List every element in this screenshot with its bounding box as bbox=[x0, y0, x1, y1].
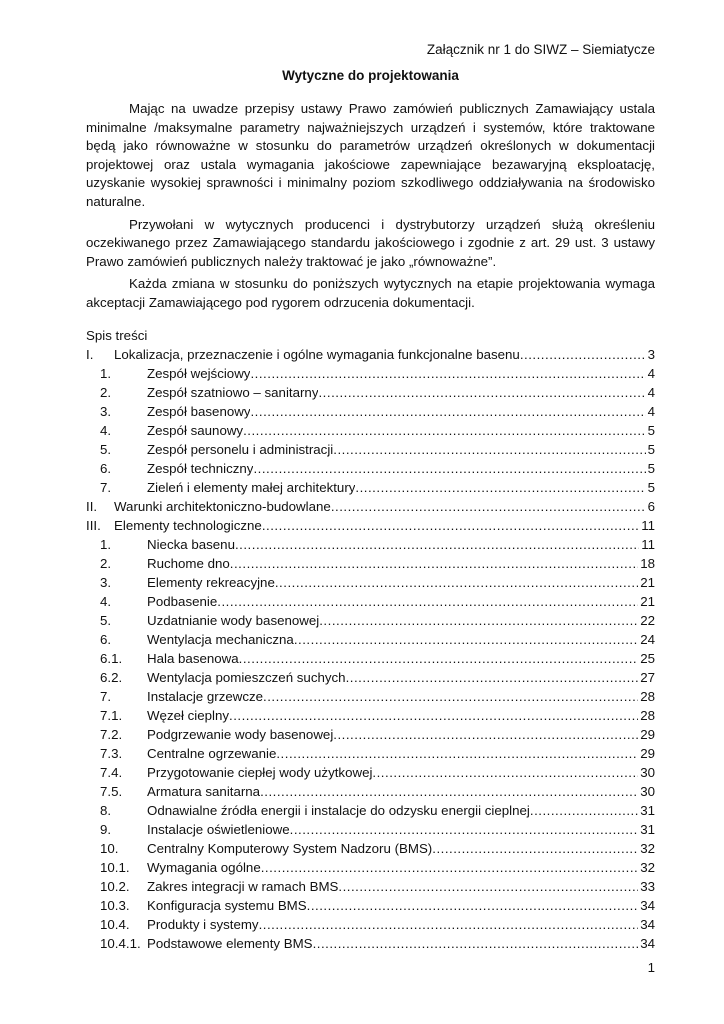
toc-entry-number: 5. bbox=[100, 441, 112, 457]
toc-entry-title: Centralne ogrzewanie bbox=[147, 745, 277, 761]
toc-entry-number: I. bbox=[86, 346, 94, 362]
toc-entry-number: 7.2. bbox=[100, 726, 123, 742]
toc-entry-number: 9. bbox=[100, 821, 112, 837]
toc-entry[interactable] bbox=[86, 744, 655, 763]
paragraph: Przywołani w wytycznych producenci i dystrybutorzy urządzeń służą określeniu oczekiwanego przez Zamawiającego standardu jakościowego i zgodnie z art. 29 ust. 3 ustawy Prawo zamówień publicznych należy traktować je jako „równoważne”. bbox=[86, 216, 655, 269]
dot-leader bbox=[261, 858, 638, 877]
toc-entry-number: 3. bbox=[100, 574, 112, 590]
dot-leader bbox=[259, 915, 639, 934]
dot-leader bbox=[229, 706, 638, 725]
toc-entry-page: 31 bbox=[640, 821, 655, 837]
dot-leader bbox=[290, 820, 639, 839]
toc-entry-title: Centralny Komputerowy System Nadzoru (BMS) bbox=[147, 840, 433, 856]
dot-leader bbox=[333, 725, 638, 744]
toc-entry-number: 1. bbox=[100, 365, 112, 381]
dot-leader bbox=[276, 744, 638, 763]
page-header: Załącznik nr 1 do SIWZ – Siemiatycze bbox=[426, 42, 655, 57]
toc-entry-number: 2. bbox=[100, 555, 112, 571]
toc-entry-number: 1. bbox=[100, 536, 112, 552]
toc-entry[interactable] bbox=[86, 801, 655, 820]
toc-entry-title: Zespół personelu i administracji bbox=[147, 441, 334, 457]
toc-entry-title: Instalacje oświetleniowe bbox=[147, 821, 290, 837]
toc-entry-page: 4 bbox=[647, 403, 655, 419]
toc-entry[interactable] bbox=[86, 459, 655, 478]
toc-entry-page: 30 bbox=[640, 783, 655, 799]
toc-entry[interactable] bbox=[86, 478, 655, 497]
toc-entry-number: 6. bbox=[100, 631, 112, 647]
dot-leader bbox=[319, 611, 638, 630]
toc-entry[interactable] bbox=[86, 611, 655, 630]
toc-entry-number: 7.4. bbox=[100, 764, 123, 780]
toc-entry-number: 6.2. bbox=[100, 669, 123, 685]
toc-entry-number: 4. bbox=[100, 422, 112, 438]
dot-leader bbox=[318, 383, 645, 402]
toc-entry-page: 5 bbox=[647, 422, 655, 438]
dot-leader bbox=[239, 649, 639, 668]
toc-entry-number: 2. bbox=[100, 384, 112, 400]
toc-entry[interactable] bbox=[86, 668, 655, 687]
toc-entry[interactable] bbox=[86, 649, 655, 668]
toc-entry-title: Odnawialne źródła energii i instalacje do odzysku energii cieplnej bbox=[147, 802, 530, 818]
toc-entry-page: 32 bbox=[640, 840, 655, 856]
toc-entry-page: 5 bbox=[647, 479, 655, 495]
toc-entry-page: 25 bbox=[640, 650, 655, 666]
toc-entry[interactable] bbox=[86, 402, 655, 421]
toc-entry[interactable] bbox=[86, 763, 655, 782]
toc-entry-page: 5 bbox=[647, 441, 655, 457]
toc-entry-title: Zespół basenowy bbox=[147, 403, 251, 419]
toc-entry-title: Ruchome dno bbox=[147, 555, 230, 571]
dot-leader bbox=[230, 554, 638, 573]
toc-entry-page: 28 bbox=[640, 688, 655, 704]
dot-leader bbox=[333, 440, 645, 459]
dot-leader bbox=[260, 782, 638, 801]
toc-entry-page: 6 bbox=[647, 498, 655, 514]
toc-entry-title: Zakres integracji w ramach BMS bbox=[147, 878, 339, 894]
paragraph: Każda zmiana w stosunku do poniższych wytycznych na etapie projektowania wymaga akceptacji Zamawiającego pod rygorem odrzucenia dokumentacji. bbox=[86, 276, 655, 310]
toc-entry[interactable] bbox=[86, 915, 655, 934]
dot-leader bbox=[307, 896, 639, 915]
dot-leader bbox=[243, 421, 646, 440]
toc-entry-number: 4. bbox=[100, 593, 112, 609]
toc-entry[interactable] bbox=[86, 820, 655, 839]
toc-entry-number: 7. bbox=[100, 688, 112, 704]
toc-entry-number: III. bbox=[86, 517, 101, 533]
toc-entry-number: 7.1. bbox=[100, 707, 123, 723]
toc-entry[interactable] bbox=[86, 934, 655, 953]
toc-entry-page: 11 bbox=[641, 517, 655, 533]
toc-entry-page: 11 bbox=[641, 536, 655, 552]
toc-entry[interactable] bbox=[86, 858, 655, 877]
toc-entry-page: 32 bbox=[640, 859, 655, 875]
toc-entry-title: Instalacje grzewcze bbox=[147, 688, 264, 704]
toc-entry-page: 34 bbox=[640, 916, 655, 932]
toc-entry[interactable] bbox=[86, 896, 655, 915]
toc-entry-page: 18 bbox=[640, 555, 655, 571]
toc-entry-title: Konfiguracja systemu BMS bbox=[147, 897, 307, 913]
document-title: Wytyczne do projektowania bbox=[282, 68, 459, 83]
dot-leader bbox=[263, 687, 638, 706]
toc-entry-title: Podgrzewanie wody basenowej bbox=[147, 726, 334, 742]
toc-entry-title: Zespół saunowy bbox=[147, 422, 244, 438]
toc-entry-number: II. bbox=[86, 498, 98, 514]
toc-entry[interactable] bbox=[86, 573, 655, 592]
toc-entry-title: Hala basenowa bbox=[147, 650, 239, 666]
dot-leader bbox=[275, 573, 638, 592]
toc-entry[interactable] bbox=[86, 364, 655, 383]
dot-leader bbox=[338, 877, 638, 896]
toc-entry[interactable] bbox=[86, 554, 655, 573]
toc-entry-number: 7.3. bbox=[100, 745, 123, 761]
dot-leader bbox=[530, 801, 638, 820]
paragraph: Mając na uwadze przepisy ustawy Prawo zamówień publicznych Zamawiający ustala minimalne /maksymalne parametry najważniejszych urządzeń i systemów, które traktowane będą jako równoważne w stosunku do parametrów urządzeń określonych w dokumentacji projektowej oraz ustala wymagania jakościowe zapewniające bezawaryjną eksploatację, uzyskanie wysokiej sprawności i minimalny poziom szkodliwego oddziaływania na środowisko naturalne. bbox=[86, 101, 655, 209]
toc-entry[interactable] bbox=[86, 516, 655, 535]
toc-entry-title: Elementy technologiczne bbox=[114, 517, 262, 533]
dot-leader bbox=[235, 535, 639, 554]
toc-entry[interactable] bbox=[86, 877, 655, 896]
toc-entry[interactable] bbox=[86, 630, 655, 649]
dot-leader bbox=[217, 592, 638, 611]
toc-entry-title: Zespół wejściowy bbox=[147, 365, 251, 381]
toc-entry-title: Przygotowanie ciepłej wody użytkowej bbox=[147, 764, 373, 780]
toc-entry[interactable] bbox=[86, 592, 655, 611]
toc-entry-number: 10.1. bbox=[100, 859, 130, 875]
toc-entry-title: Podbasenie bbox=[147, 593, 218, 609]
dot-leader bbox=[253, 459, 645, 478]
toc-entry-page: 21 bbox=[640, 574, 655, 590]
toc-entry-number: 5. bbox=[100, 612, 112, 628]
toc-entry-title: Uzdatnianie wody basenowej bbox=[147, 612, 320, 628]
toc-entry-page: 21 bbox=[640, 593, 655, 609]
toc-heading: Spis treści bbox=[86, 327, 148, 343]
toc-entry-page: 28 bbox=[640, 707, 655, 723]
toc-entry[interactable] bbox=[86, 497, 655, 516]
toc-entry-number: 6.1. bbox=[100, 650, 123, 666]
dot-leader bbox=[331, 497, 646, 516]
toc-entry-number: 10.4. bbox=[100, 916, 130, 932]
toc-entry-title: Węzeł cieplny bbox=[147, 707, 230, 723]
toc-entry-title: Niecka basenu bbox=[147, 536, 235, 552]
toc-entry-title: Podstawowe elementy BMS bbox=[147, 935, 313, 951]
toc-entry-number: 7.5. bbox=[100, 783, 123, 799]
toc-entry-number: 8. bbox=[100, 802, 112, 818]
table-of-contents bbox=[86, 345, 655, 953]
toc-entry[interactable] bbox=[86, 535, 655, 554]
toc-entry-title: Zespół szatniowo – sanitarny bbox=[147, 384, 319, 400]
toc-entry-page: 4 bbox=[647, 365, 655, 381]
toc-entry[interactable] bbox=[86, 383, 655, 402]
dot-leader bbox=[262, 516, 639, 535]
toc-entry-title: Zieleń i elementy małej architektury bbox=[147, 479, 356, 495]
dot-leader bbox=[250, 402, 645, 421]
toc-entry-number: 10.3. bbox=[100, 897, 130, 913]
toc-entry-number: 10.4.1. bbox=[100, 935, 141, 951]
toc-entry-title: Zespół techniczny bbox=[147, 460, 254, 476]
toc-entry-title: Produkty i systemy bbox=[147, 916, 259, 932]
toc-entry-page: 33 bbox=[640, 878, 655, 894]
toc-entry-page: 30 bbox=[640, 764, 655, 780]
toc-entry-number: 3. bbox=[100, 403, 112, 419]
toc-entry-page: 22 bbox=[640, 612, 655, 628]
toc-entry-title: Armatura sanitarna bbox=[147, 783, 261, 799]
toc-entry-page: 27 bbox=[640, 669, 655, 685]
toc-entry-title: Elementy rekreacyjne bbox=[147, 574, 275, 590]
toc-entry-page: 5 bbox=[647, 460, 655, 476]
dot-leader bbox=[313, 934, 639, 953]
dot-leader bbox=[372, 763, 638, 782]
toc-entry-title: Wymagania ogólne bbox=[147, 859, 261, 875]
dot-leader bbox=[294, 630, 638, 649]
dot-leader bbox=[520, 345, 646, 364]
toc-entry[interactable] bbox=[86, 725, 655, 744]
toc-entry[interactable] bbox=[86, 421, 655, 440]
toc-entry-number: 7. bbox=[100, 479, 112, 495]
dot-leader bbox=[250, 364, 645, 383]
dot-leader bbox=[432, 839, 638, 858]
dot-leader bbox=[355, 478, 645, 497]
toc-entry-page: 31 bbox=[640, 802, 655, 818]
toc-entry-title: Wentylacja pomieszczeń suchych bbox=[147, 669, 346, 685]
page-number: 1 bbox=[647, 959, 655, 975]
toc-entry-page: 34 bbox=[640, 897, 655, 913]
toc-entry-page: 3 bbox=[647, 346, 655, 362]
toc-entry-number: 10. bbox=[100, 840, 119, 856]
toc-entry-title: Warunki architektoniczno-budowlane bbox=[114, 498, 331, 514]
toc-entry[interactable] bbox=[86, 782, 655, 801]
intro-text bbox=[86, 100, 655, 313]
toc-entry-page: 29 bbox=[640, 726, 655, 742]
toc-entry-page: 24 bbox=[640, 631, 655, 647]
toc-entry-page: 29 bbox=[640, 745, 655, 761]
toc-entry-number: 6. bbox=[100, 460, 112, 476]
dot-leader bbox=[346, 668, 639, 687]
toc-entry[interactable] bbox=[86, 345, 655, 364]
toc-entry[interactable] bbox=[86, 687, 655, 706]
toc-entry[interactable] bbox=[86, 706, 655, 725]
toc-entry-title: Wentylacja mechaniczna bbox=[147, 631, 294, 647]
toc-entry-page: 4 bbox=[647, 384, 655, 400]
toc-entry[interactable] bbox=[86, 839, 655, 858]
toc-entry-title: Lokalizacja, przeznaczenie i ogólne wymagania funkcjonalne basenu bbox=[114, 346, 520, 362]
toc-entry-page: 34 bbox=[640, 935, 655, 951]
toc-entry[interactable] bbox=[86, 440, 655, 459]
toc-entry-number: 10.2. bbox=[100, 878, 130, 894]
